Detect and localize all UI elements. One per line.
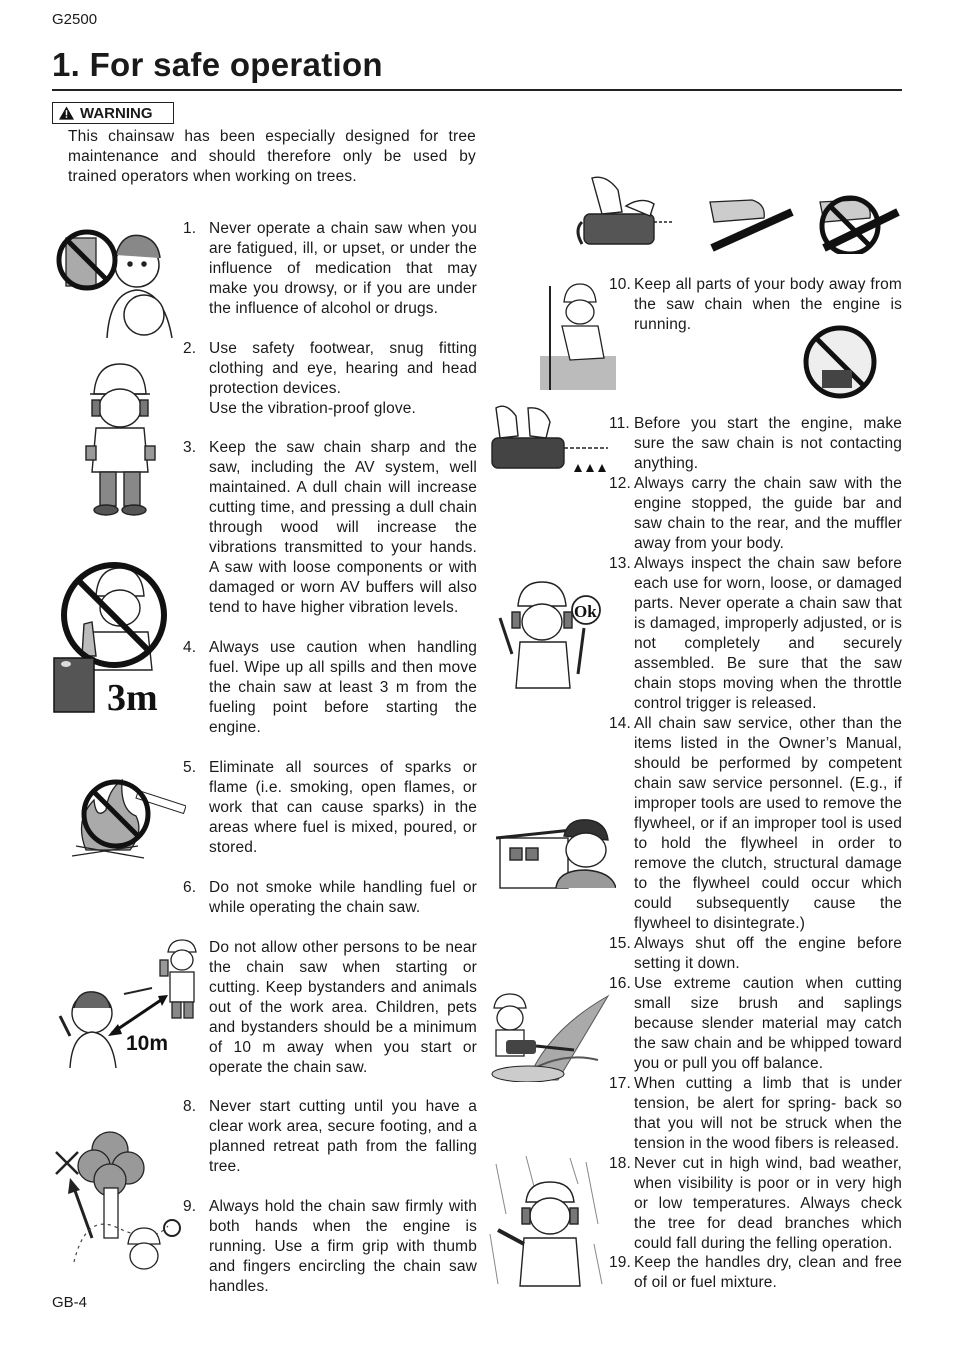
item-text: Never operate a chain saw when you are fatigued, ill, or upset, or under the influence of medication that may make you drowsy, or if you are under the influence of alcohol or drugs. <box>209 220 477 317</box>
distance-arrow <box>112 998 164 1033</box>
item-text: Keep the saw chain sharp and the saw, including the AV system, well maintained. A dull chain will increase cutting time, and pressing a dull chain through wood will increase the vibrations transmitted to your hands. A saw with loose components or with damaged or worn AV buffers will also tend to have higher vibration levels. <box>209 439 477 616</box>
fuel-can-icon <box>54 658 94 712</box>
warning-triangle-icon <box>59 106 74 120</box>
guard-prohibited-icon <box>806 328 874 396</box>
service-shop-illustration <box>496 812 616 890</box>
item-number: 14. <box>609 715 631 732</box>
item-number: 5. <box>183 759 197 776</box>
distance-10m-label: 10m <box>126 1032 169 1055</box>
item-text: Never cut in high wind, bad weather, when visibility is poor or in very high or low temperatures. Always check the tree for dead branches which could fall during the felling operation. <box>634 1155 902 1252</box>
item-text: Always inspect the chain saw before each use for worn, loose, or damaged parts. Never operate a chain saw that is damaged, improperly adjusted, or is not completely and securely assembled. Be sure that the saw chain stops moving when the throttle control trigger is released. <box>634 555 902 712</box>
item-text: Eliminate all sources of sparks or flame (i.e. smoking, open flames, or work that can cause sparks) in the areas where fuel is mixed, poured, or stored. <box>209 759 477 856</box>
bad-weather-illustration <box>486 1154 608 1290</box>
item-text: Use extreme caution when cutting small size brush and saplings because slender material may catch the saw chain and be whipped toward you or pull you off balance. <box>634 975 902 1072</box>
item-number: 15. <box>609 935 631 952</box>
worker-icon <box>498 1182 580 1286</box>
good-path-circle-icon <box>164 1220 180 1236</box>
log <box>540 356 616 390</box>
chain-clearance-illustration <box>488 402 612 474</box>
item-number: 13. <box>609 555 631 572</box>
item-text-extra: Use the vibration-proof glove. <box>209 400 416 417</box>
drinking-person-icon <box>107 235 172 338</box>
item-text: Do not allow other persons to be near the chain saw when starting or cutting. Keep bystanders and animals out of the work area. Children, pets and bystanders should be a minimum of 10 m away when you start or operate the chain saw. <box>209 939 477 1076</box>
retreat-path-illustration <box>52 1128 182 1276</box>
warning-intro: This chainsaw has been especially designed for tree maintenance and should therefore only be used by trained operators when working on trees. <box>68 128 476 185</box>
no-alcohol-illustration <box>52 220 180 340</box>
item-number: 4. <box>183 639 197 656</box>
item-number: 18. <box>609 1155 631 1172</box>
page-number: GB-4 <box>52 1294 88 1311</box>
item-text: Do not smoke while handling fuel or while operating the chain saw. <box>209 879 477 916</box>
item-number: 6. <box>183 879 197 896</box>
no-flame-illustration <box>66 760 186 862</box>
kneeling-worker-icon <box>562 284 604 360</box>
title-rule <box>52 89 902 91</box>
item-number: 9. <box>183 1198 197 1215</box>
item-text: Never start cutting until you have a clear work area, secure footing, and a planned retreat path from the falling tree. <box>209 1098 477 1175</box>
item-number: 16. <box>609 975 631 992</box>
item-number: 12. <box>609 475 631 492</box>
ok-label: Ok <box>574 602 597 621</box>
model-code: G2500 <box>52 11 98 28</box>
item-text: When cutting a limb that is under tension, be alert for spring- back so that you will not be struck when the tension in the wood fibers is released. <box>634 1075 902 1152</box>
brush-cutting-illustration <box>488 990 614 1082</box>
item-text: Always shut off the engine before setting it down. <box>634 935 902 972</box>
bystander-distance-illustration <box>52 938 202 1073</box>
item-text: Always hold the chain saw firmly with both hands when the engine is running. Use a firm grip with thumb and fingers encircling the chain saw handles. <box>209 1198 477 1295</box>
correct-hand-grip-icon <box>710 200 792 248</box>
item-text: All chain saw service, other than the items listed in the Owner’s Manual, should be performed by competent chain saw service personnel. (E.g., if improper tools are used to remove the flywheel, or if an improper tool is used to hold the flywheel in order to remove the clutch, structural damage to the flywheel could occur which could subsequently cause the flywheel to disintegrate.) <box>634 715 902 932</box>
item-text: Always carry the chain saw with the engine stopped, the guide bar and saw chain to the rear, and the muffler away from your body. <box>634 475 902 552</box>
grip-illustration <box>562 170 902 254</box>
warning-label: WARNING <box>80 104 153 122</box>
incorrect-hand-grip-icon <box>820 198 898 254</box>
protective-gear-illustration <box>78 360 163 518</box>
body-clearance-illustration <box>540 280 880 402</box>
screwdriver-icon <box>578 628 584 674</box>
log <box>492 1066 564 1082</box>
child-icon <box>60 992 116 1068</box>
bad-path-x-icon <box>56 1152 78 1174</box>
item-text: Use safety footwear, snug fitting clothing and eye, hearing and head protection devices. <box>209 340 477 397</box>
worker-with-saw-icon <box>124 940 196 1018</box>
item-text: Always use caution when handling fuel. Wipe up all spills and then move the chain saw at least 3 m from the fueling point before starting the engine. <box>209 639 477 736</box>
fueling-distance-illustration <box>52 560 182 720</box>
inspection-illustration <box>492 578 612 690</box>
page-title: 1. For safe operation <box>52 46 383 83</box>
tree-icon <box>78 1132 144 1238</box>
worker-head-icon <box>128 1228 160 1269</box>
item-text: Before you start the engine, make sure the saw chain is not contacting anything. <box>634 415 902 472</box>
wrench-icon <box>500 618 512 654</box>
clearance-arrows <box>574 464 606 472</box>
item-number: 17. <box>609 1075 631 1092</box>
item-text: Keep all parts of your body away from the saw chain when the engine is running. <box>634 276 902 333</box>
item-number: 19. <box>609 1254 631 1271</box>
item-number: 2. <box>183 340 197 357</box>
worker-icon <box>512 582 572 688</box>
item-text: Keep the handles dry, clean and free of oil or fuel mixture. <box>634 1254 902 1291</box>
warning-badge <box>52 102 174 124</box>
item-number: 1. <box>183 220 197 237</box>
item-number: 8. <box>183 1098 197 1115</box>
item-number: 11. <box>609 415 630 432</box>
distance-3m-label: 3m <box>107 677 158 719</box>
item-number: 10. <box>609 276 631 293</box>
chainsaw-grip-icon <box>578 177 674 244</box>
item-number: 3. <box>183 439 197 456</box>
prohibited-icon <box>59 232 115 288</box>
